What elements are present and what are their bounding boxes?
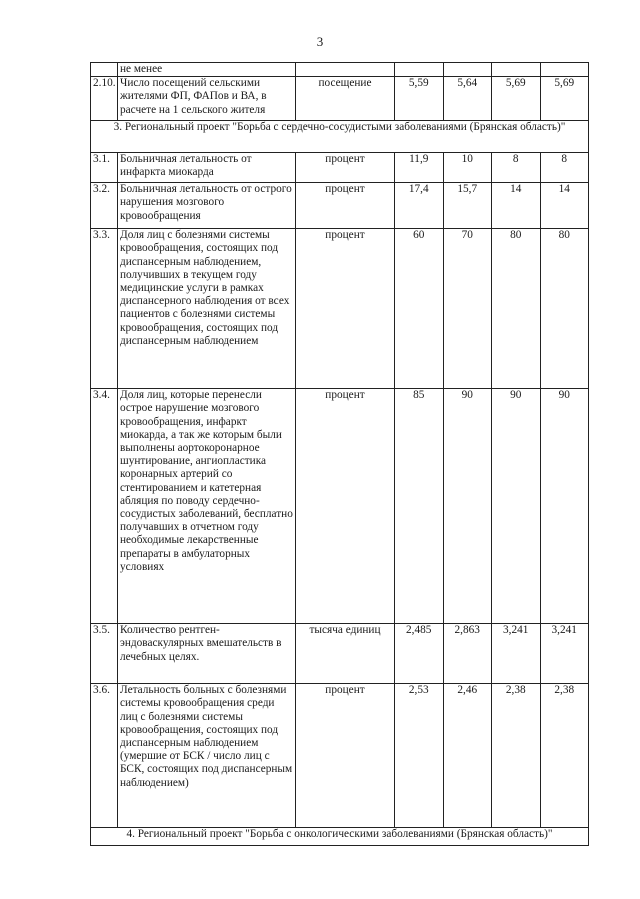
row-name-cell: Летальность больных с болезнями системы кровообращения среди лиц с болезнями системы кровообращения, состоящих под диспансерным наблюдением (умершие от БСК / число лиц с БСК, состоящих под диспансерным наблюдением) [118, 684, 296, 828]
row-value-cell: 10 [443, 153, 492, 183]
row-value-cell: 14 [492, 183, 541, 229]
row-value-cell: 60 [395, 229, 444, 389]
row-value-cell: 5,69 [492, 77, 541, 121]
row-value-cell: 90 [540, 389, 589, 624]
table-row [91, 684, 589, 828]
row-value-cell: 8 [492, 153, 541, 183]
row-value-cell: 70 [443, 229, 492, 389]
row-number-cell: 3.3. [91, 229, 118, 389]
row-value-cell: 5,59 [395, 77, 444, 121]
row-name-cell: Доля лиц, которые перенесли острое нарушение мозгового кровообращения, инфаркт миокарда, а так же которым были выполнены аортокоронарное шунтирование, ангиопластика коронарных артерий со стентированием и катетерная абляция по поводу сердечно-сосудистых заболеваний, бесплатно получавших в отчетном году необходимые лекарственные препараты в амбулаторных условиях [118, 389, 296, 624]
row-value-cell: 8 [540, 153, 589, 183]
row-unit-cell: процент [296, 389, 395, 624]
row-name-cell: Больничная летальность от острого нарушения мозгового кровообращения [118, 183, 296, 229]
table-row [91, 624, 589, 684]
section-4-title: 4. Региональный проект "Борьба с онкологическими заболеваниями (Брянская область)" [91, 828, 589, 846]
row-value-cell [395, 63, 444, 77]
row-value-cell: 17,4 [395, 183, 444, 229]
row-value-cell: 11,9 [395, 153, 444, 183]
row-value-cell: 14 [540, 183, 589, 229]
row-value-cell: 90 [443, 389, 492, 624]
row-name-cell: не менее [118, 63, 296, 77]
row-value-cell [492, 63, 541, 77]
row-name-cell: Число посещений сельскими жителями ФП, ФАПов и ВА, в расчете на 1 сельского жителя [118, 77, 296, 121]
row-unit-cell: тысяча единиц [296, 624, 395, 684]
row-name-cell: Больничная летальность от инфаркта миокарда [118, 153, 296, 183]
row-value-cell: 80 [492, 229, 541, 389]
row-value-cell: 2,485 [395, 624, 444, 684]
row-value-cell: 3,241 [492, 624, 541, 684]
table-row [91, 77, 589, 121]
row-value-cell: 2,46 [443, 684, 492, 828]
row-value-cell: 90 [492, 389, 541, 624]
row-value-cell: 2,863 [443, 624, 492, 684]
table-row [91, 389, 589, 624]
section-3-title: 3. Региональный проект "Борьба с сердечно-сосудистыми заболеваниями (Брянская область)" [91, 121, 589, 153]
row-number-cell: 3.4. [91, 389, 118, 624]
indicators-table [90, 62, 589, 846]
row-value-cell: 2,38 [540, 684, 589, 828]
section-header-row [91, 121, 589, 153]
table-row [91, 229, 589, 389]
row-number-cell: 3.1. [91, 153, 118, 183]
row-number-cell: 3.2. [91, 183, 118, 229]
row-unit-cell: процент [296, 183, 395, 229]
row-value-cell: 80 [540, 229, 589, 389]
row-value-cell: 85 [395, 389, 444, 624]
row-value-cell: 5,64 [443, 77, 492, 121]
row-unit-cell [296, 63, 395, 77]
row-value-cell: 2,38 [492, 684, 541, 828]
row-unit-cell: процент [296, 684, 395, 828]
row-name-cell: Количество рентген-эндоваскулярных вмешательств в лечебных целях. [118, 624, 296, 684]
page-number: 3 [316, 34, 324, 49]
table-row-continued [91, 63, 589, 77]
row-value-cell: 2,53 [395, 684, 444, 828]
row-name-cell: Доля лиц с болезнями системы кровообращения, состоящих под диспансерным наблюдением, получивших в текущем году медицинские услуги в рамках диспансерного наблюдения от всех пациентов с болезнями системы кровообращения, состоящих под диспансерным наблюдением [118, 229, 296, 389]
row-number-cell [91, 63, 118, 77]
table-row [91, 183, 589, 229]
row-value-cell [540, 63, 589, 77]
row-number-cell: 3.5. [91, 624, 118, 684]
row-value-cell: 5,69 [540, 77, 589, 121]
row-unit-cell: процент [296, 229, 395, 389]
table-row [91, 153, 589, 183]
section-header-row [91, 828, 589, 846]
row-unit-cell: посещение [296, 77, 395, 121]
row-unit-cell: процент [296, 153, 395, 183]
row-value-cell: 15,7 [443, 183, 492, 229]
row-number-cell: 2.10. [91, 77, 118, 121]
row-value-cell: 3,241 [540, 624, 589, 684]
row-number-cell: 3.6. [91, 684, 118, 828]
row-value-cell [443, 63, 492, 77]
